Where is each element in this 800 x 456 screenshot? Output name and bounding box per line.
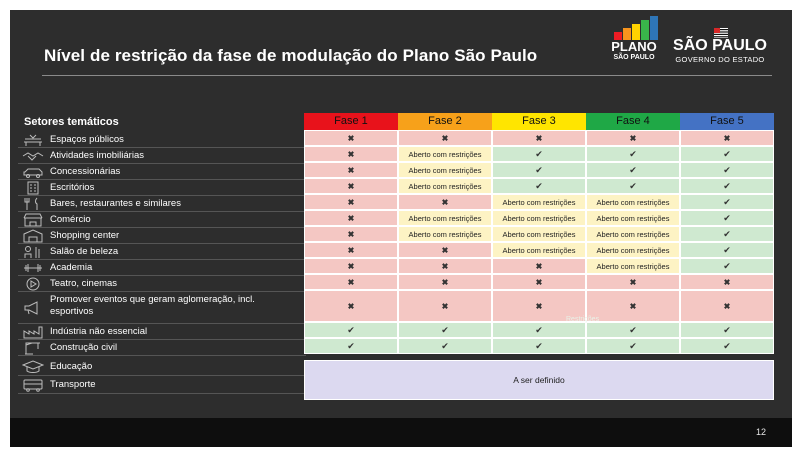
closed-cell xyxy=(492,258,586,274)
sector-row xyxy=(18,260,306,276)
plano-logo-line2: SÃO PAULO xyxy=(613,54,655,61)
closed-cell xyxy=(398,274,492,290)
slide-title: Nível de restrição da fase de modulação do Plano São Paulo xyxy=(44,46,538,65)
sector-row xyxy=(18,212,306,228)
open-cell xyxy=(304,322,398,338)
open-cell xyxy=(680,146,774,162)
phase-header-5: Fase 5 xyxy=(680,113,774,130)
x-mark-icon: ✖ xyxy=(629,277,637,287)
restaurant-icon xyxy=(22,197,44,211)
open-cell xyxy=(586,338,680,354)
checkmark-icon: ✔ xyxy=(629,324,637,335)
restricted-label: Aberto com restrições xyxy=(596,261,670,271)
closed-cell xyxy=(304,178,398,194)
handshake-icon xyxy=(22,149,44,163)
plano-bars-graphic xyxy=(606,14,662,40)
checkmark-icon: ✔ xyxy=(441,340,449,351)
checkmark-icon: ✔ xyxy=(723,196,731,207)
checkmark-icon: ✔ xyxy=(629,164,637,175)
x-mark-icon: ✖ xyxy=(347,245,355,255)
checkmark-icon: ✔ xyxy=(629,340,637,351)
checkmark-icon: ✔ xyxy=(723,164,731,175)
x-mark-icon: ✖ xyxy=(347,213,355,223)
x-mark-icon: ✖ xyxy=(441,197,449,207)
sector-label: Academia xyxy=(50,261,93,273)
closed-cell xyxy=(492,274,586,290)
restricted-cell xyxy=(586,194,680,210)
open-cell xyxy=(492,162,586,178)
x-mark-icon: ✖ xyxy=(347,133,355,143)
checkmark-icon: ✔ xyxy=(723,244,731,255)
open-cell xyxy=(680,210,774,226)
plano-bar-5 xyxy=(650,16,658,40)
restricted-cell xyxy=(586,210,680,226)
sector-label: Comércio xyxy=(50,213,91,225)
park-bench-icon xyxy=(22,133,44,147)
restricted-label: Aberto com restrições xyxy=(408,229,482,239)
phase-header-1: Fase 1 xyxy=(304,113,398,130)
restricted-label: Aberto com restrições xyxy=(596,197,670,207)
play-icon xyxy=(22,277,44,291)
open-cell xyxy=(680,322,774,338)
closed-cell xyxy=(398,242,492,258)
open-cell xyxy=(492,178,586,194)
x-mark-icon: ✖ xyxy=(347,165,355,175)
open-cell xyxy=(586,178,680,194)
checkmark-icon: ✔ xyxy=(723,228,731,239)
sector-label: Construção civil xyxy=(50,341,118,353)
open-cell xyxy=(492,338,586,354)
office-building-icon xyxy=(22,181,44,195)
restricted-label: Aberto com restrições xyxy=(408,213,482,223)
checkmark-icon: ✔ xyxy=(535,148,543,159)
x-mark-icon: ✖ xyxy=(347,301,355,311)
open-cell xyxy=(680,162,774,178)
closed-cell xyxy=(304,274,398,290)
closed-cell xyxy=(304,290,398,322)
closed-cell xyxy=(398,130,492,146)
plano-logo-line1: PLANO xyxy=(611,39,657,54)
checkmark-icon: ✔ xyxy=(441,324,449,335)
closed-cell xyxy=(398,194,492,210)
checkmark-icon: ✔ xyxy=(723,324,731,335)
megaphone-icon xyxy=(22,301,44,315)
open-cell xyxy=(680,194,774,210)
restricted-cell xyxy=(586,242,680,258)
x-mark-icon: ✖ xyxy=(441,261,449,271)
open-cell xyxy=(586,146,680,162)
storefront-icon xyxy=(22,213,44,227)
restricted-cell xyxy=(398,178,492,194)
sector-row xyxy=(18,358,306,376)
restricted-cell xyxy=(586,258,680,274)
title-divider xyxy=(42,75,772,76)
closed-cell xyxy=(492,130,586,146)
checkmark-icon: ✔ xyxy=(347,324,355,335)
restricted-label: Aberto com restrições xyxy=(596,245,670,255)
car-icon xyxy=(22,165,44,179)
x-mark-icon: ✖ xyxy=(723,301,731,311)
restricted-label: Aberto com restrições xyxy=(596,213,670,223)
x-mark-icon: ✖ xyxy=(347,197,355,207)
restricted-cell xyxy=(398,146,492,162)
closed-cell xyxy=(304,194,398,210)
restricted-label: Aberto com restrições xyxy=(502,213,576,223)
sector-label: Indústria não essencial xyxy=(50,325,148,337)
sector-row xyxy=(18,164,306,180)
x-mark-icon: ✖ xyxy=(535,133,543,143)
checkmark-icon: ✔ xyxy=(723,212,731,223)
x-mark-icon: ✖ xyxy=(347,149,355,159)
restricted-cell xyxy=(492,194,586,210)
restricted-cell xyxy=(398,226,492,242)
plano-sao-paulo-logo xyxy=(606,14,662,66)
sector-label: Escritórios xyxy=(50,181,95,193)
restricted-label: Aberto com restrições xyxy=(502,197,576,207)
shopping-mall-icon xyxy=(22,229,44,243)
sao-paulo-government-logo xyxy=(670,28,770,68)
sector-row xyxy=(18,180,306,196)
graduation-cap-icon xyxy=(22,360,44,374)
closed-cell xyxy=(398,258,492,274)
closed-cell xyxy=(680,130,774,146)
sector-label: Educação xyxy=(50,360,93,372)
phase-header-3: Fase 3 xyxy=(492,113,586,130)
sector-row xyxy=(18,324,306,340)
closed-cell xyxy=(586,274,680,290)
x-mark-icon: ✖ xyxy=(441,133,449,143)
restricted-label: Aberto com restrições xyxy=(502,245,576,255)
restricted-cell xyxy=(398,210,492,226)
sector-row xyxy=(18,340,306,356)
restricted-label: Aberto com restrições xyxy=(596,229,670,239)
closed-cell xyxy=(680,274,774,290)
sector-row xyxy=(18,196,306,212)
checkmark-icon: ✔ xyxy=(535,324,543,335)
sector-label: Atividades imobiliárias xyxy=(50,149,144,161)
x-mark-icon: ✖ xyxy=(441,245,449,255)
x-mark-icon: ✖ xyxy=(441,301,449,311)
checkmark-icon: ✔ xyxy=(347,340,355,351)
sector-label: Espaços públicos xyxy=(50,133,124,145)
restricted-cell xyxy=(586,226,680,242)
plano-bar-3 xyxy=(632,24,640,40)
bus-icon xyxy=(22,378,44,392)
x-mark-icon: ✖ xyxy=(347,181,355,191)
x-mark-icon: ✖ xyxy=(629,301,637,311)
x-mark-icon: ✖ xyxy=(723,277,731,287)
checkmark-icon: ✔ xyxy=(535,164,543,175)
sectors-header: Setores temáticos xyxy=(24,116,119,128)
closed-cell xyxy=(586,130,680,146)
restricted-cell xyxy=(492,226,586,242)
sector-row xyxy=(18,376,306,394)
x-mark-icon: ✖ xyxy=(535,277,543,287)
x-mark-icon: ✖ xyxy=(347,277,355,287)
x-mark-icon: ✖ xyxy=(347,261,355,271)
sector-label: Transporte xyxy=(50,378,96,390)
sector-row xyxy=(18,244,306,260)
open-cell xyxy=(586,322,680,338)
page-number: 12 xyxy=(755,427,766,437)
closed-cell xyxy=(304,210,398,226)
open-cell xyxy=(398,322,492,338)
x-mark-icon: ✖ xyxy=(535,301,543,311)
sector-label: Shopping center xyxy=(50,229,120,241)
open-cell xyxy=(680,338,774,354)
checkmark-icon: ✔ xyxy=(723,340,731,351)
open-cell xyxy=(586,162,680,178)
x-mark-icon: ✖ xyxy=(723,133,731,143)
sector-row xyxy=(18,276,306,292)
overlapping-watermark-text: Restrições xyxy=(566,316,600,323)
checkmark-icon: ✔ xyxy=(535,180,543,191)
closed-cell xyxy=(304,226,398,242)
closed-cell xyxy=(304,130,398,146)
closed-cell xyxy=(586,290,680,322)
open-cell xyxy=(304,338,398,354)
sector-label: Promover eventos que geram aglomeração, incl. esportivos xyxy=(50,294,255,317)
checkmark-icon: ✔ xyxy=(629,180,637,191)
x-mark-icon: ✖ xyxy=(441,277,449,287)
x-mark-icon: ✖ xyxy=(347,229,355,239)
restricted-cell xyxy=(492,242,586,258)
factory-icon xyxy=(22,325,44,339)
checkmark-icon: ✔ xyxy=(629,148,637,159)
to-be-defined-block: A ser definido xyxy=(304,360,774,400)
slide-footer-bar xyxy=(10,418,792,447)
restricted-label: Aberto com restrições xyxy=(502,229,576,239)
restricted-cell xyxy=(492,210,586,226)
salon-icon xyxy=(22,245,44,259)
x-mark-icon: ✖ xyxy=(535,261,543,271)
open-cell xyxy=(398,338,492,354)
open-cell xyxy=(680,258,774,274)
closed-cell xyxy=(398,290,492,322)
plano-bar-4 xyxy=(641,20,649,40)
sector-row xyxy=(18,132,306,148)
restricted-label: Aberto com restrições xyxy=(408,149,482,159)
open-cell xyxy=(680,242,774,258)
sp-logo-line2: GOVERNO DO ESTADO xyxy=(675,55,765,64)
phase-header-2: Fase 2 xyxy=(398,113,492,130)
closed-cell xyxy=(304,162,398,178)
checkmark-icon: ✔ xyxy=(723,180,731,191)
phase-header-4: Fase 4 xyxy=(586,113,680,130)
sp-logo-line1: SÃO PAULO xyxy=(673,37,767,54)
sector-label: Bares, restaurantes e similares xyxy=(50,197,181,209)
restricted-cell xyxy=(398,162,492,178)
sector-label: Teatro, cinemas xyxy=(50,277,118,289)
closed-cell xyxy=(680,290,774,322)
presentation-slide xyxy=(10,10,792,447)
sector-label: Concessionárias xyxy=(50,165,121,177)
open-cell xyxy=(492,146,586,162)
crane-icon xyxy=(22,341,44,355)
closed-cell xyxy=(304,146,398,162)
restricted-label: Aberto com restrições xyxy=(408,165,482,175)
checkmark-icon: ✔ xyxy=(723,148,731,159)
checkmark-icon: ✔ xyxy=(723,260,731,271)
sector-row xyxy=(18,228,306,244)
x-mark-icon: ✖ xyxy=(629,133,637,143)
open-cell xyxy=(680,178,774,194)
sector-row xyxy=(18,148,306,164)
checkmark-icon: ✔ xyxy=(535,340,543,351)
dumbbell-icon xyxy=(22,261,44,275)
sector-row xyxy=(18,292,306,324)
open-cell xyxy=(680,226,774,242)
closed-cell xyxy=(304,258,398,274)
closed-cell xyxy=(304,242,398,258)
sector-label: Salão de beleza xyxy=(50,245,119,257)
open-cell xyxy=(492,322,586,338)
restricted-label: Aberto com restrições xyxy=(408,181,482,191)
